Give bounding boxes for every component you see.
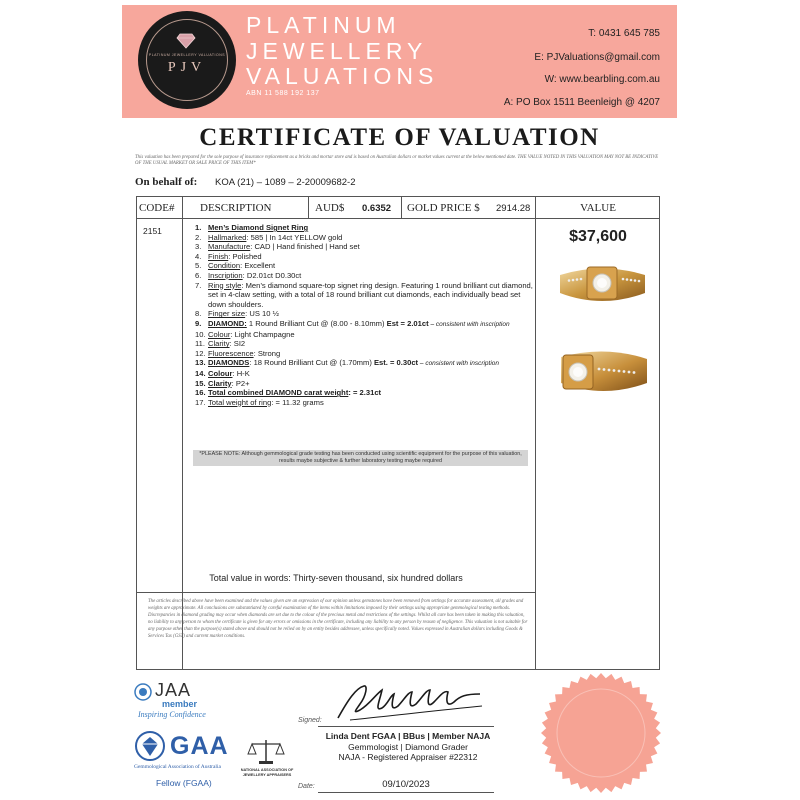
item-text-part: : = 11.32 grams [271, 397, 324, 407]
top-disclaimer: This valuation has been prepared for the sole purpose of insurance replacement as a bricks and mortar store and is based on Australian dollars or market values current at the below mentioned date. THE VALUE NOTED IN THIS VALUATION MAY NOT BE INDICATIVE OF THE USUAL MARKET OR SALE PRICE OF THIS ITEM* [135, 155, 659, 166]
header-description: DESCRIPTION [200, 202, 272, 214]
item-text-part: – consistent with inscription [418, 360, 500, 368]
description-list [195, 223, 535, 407]
description-item [195, 242, 535, 252]
item-text-part: Colour [208, 368, 233, 378]
item-text-part: Finger size [208, 309, 246, 319]
item-text-part: : D2.01ct D0.30ct [242, 270, 302, 280]
item-number: 14. [195, 368, 206, 378]
item-text-part: DIAMONDS [208, 358, 250, 368]
item-text-part: Men’s Diamond Signet Ring [208, 223, 309, 232]
item-text [208, 349, 535, 359]
seal-starburst [541, 673, 661, 793]
item-text-part: : = 2.31ct [348, 388, 382, 398]
brand-line-2: JEWELLERY [246, 38, 428, 64]
item-text-part: Total combined DIAMOND carat weight [208, 388, 349, 398]
header-aud-value: 0.6352 [362, 203, 392, 214]
item-text-part: Hallmarked [208, 232, 247, 242]
item-number: 1. [195, 223, 202, 232]
description-item [195, 271, 535, 281]
item-text-part: : CAD | Hand finished | Hand set [250, 242, 360, 252]
logo-small-text: PLATINUM JEWELLERY VALUATIONS [148, 53, 226, 57]
description-item [195, 398, 535, 408]
item-text-part: DIAMOND: [208, 318, 247, 328]
total-in-words: Total value in words: Thirty-seven thousand, six hundred dollars [209, 573, 463, 583]
logo-initials: PJV [167, 60, 207, 75]
table-col-divider [401, 196, 402, 218]
item-text-part: Condition [208, 261, 241, 271]
signature-image [330, 680, 490, 726]
date-line [318, 792, 494, 793]
naja-name: NATIONAL ASSOCIATION OF JEWELLERY APPRAISERS [240, 768, 294, 777]
item-text-part: : Polished [228, 251, 262, 261]
testing-note: *PLEASE NOTE: Although gemmological grade testing has been conducted using scientific equipment for the purpose of this valuation, results maybe subjective & further laboratory testing maybe required [193, 450, 528, 466]
gaa-fellow: Fellow (FGAA) [156, 778, 212, 788]
item-text [208, 339, 535, 349]
item-text-part: Manufacture [208, 242, 251, 252]
description-item [195, 309, 535, 319]
date-label: Date: [298, 783, 315, 790]
signer-block [318, 731, 498, 763]
item-text [208, 358, 535, 369]
description-item [195, 369, 535, 379]
item-text-part: Total weight of ring [208, 397, 272, 407]
table-header-divider [136, 218, 660, 219]
item-text-part: Est. = 0.30ct [373, 358, 419, 368]
behalf-value: KOA (21) – 1089 – 2-20009682-2 [215, 177, 356, 188]
diamond-icon [176, 33, 196, 49]
description-item [195, 388, 535, 398]
item-text [208, 398, 535, 408]
item-text [208, 252, 535, 262]
header-value: VALUE [580, 202, 616, 214]
description-item [195, 319, 535, 330]
jaa-globe-icon [134, 683, 152, 701]
certificate-date: 09/10/2023 [382, 779, 430, 790]
description-item [195, 358, 535, 369]
item-text [208, 233, 535, 243]
signed-label: Signed: [298, 717, 322, 724]
item-text-part: 1 Round Brilliant Cut @ (8.00 - 8.10mm) [246, 318, 387, 328]
seal-stamp [540, 672, 662, 794]
item-number: 7. [195, 280, 202, 290]
item-number: 15. [195, 378, 206, 388]
naja-scales-icon [246, 738, 286, 766]
item-text [208, 379, 535, 389]
item-text-part: Est = 2.01ct [386, 318, 429, 328]
item-text-part: Fluorescence [208, 348, 254, 358]
item-text [208, 319, 535, 330]
description-item [195, 349, 535, 359]
item-text-part: : 585 | In 14ct YELLOW gold [246, 232, 343, 242]
item-text-part: : Men’s diamond square-top signet ring design. Featuring 1 round brilliant cut diamond, set in 4-claw setting, with a total of 18 round brilliant cut diamonds, each individually bead set down shoulders. [208, 280, 533, 309]
jaa-name: JAA [155, 680, 192, 700]
item-number: 2. [195, 232, 202, 242]
item-text [208, 281, 535, 310]
description-item [195, 379, 535, 389]
item-text-part: : P2+ [231, 378, 250, 388]
item-number: 8. [195, 309, 202, 319]
gaa-full-name: Gemmological Association of Australia [134, 764, 221, 770]
item-text-part: Ring style [208, 280, 242, 290]
description-item [195, 223, 535, 233]
bottom-disclaimer: The articles described above have been examined and the values given are an expression of our opinion unless gemstones have been removed from settings for accurate assessment, all grades and weights are approximate. All conclusions are substantiated by careful examination of the items within limitations imposed by their settings using appropriate gemmological testing methods. Discrepancies in diamond grading may occur when diamonds are set due to the colour of the precious metal and restrictions of the settings. Whilst all care has been taken in making this valuation, no liability to any person to whom the certificate is given for any errors or omissions in the certificate, including any liability to any person by reason of negligence. This valuation is not suitable for any purpose other than the purpose(s) stated above and should not be relied on by an entity besides addressee, unless specifically noted. Values expressed in Australian dollars including Goods & Services Tax (GST) and current market conditions. [148, 599, 528, 639]
contact-email: E: PJValuations@gmail.com [534, 52, 660, 63]
header-gold-value: 2914.28 [496, 203, 531, 214]
item-number: 4. [195, 251, 202, 261]
header-gold-label: GOLD PRICE $ [407, 202, 480, 214]
contact-website: W: www.bearbling.com.au [544, 74, 660, 85]
behalf-label: On behalf of: [135, 176, 198, 188]
item-text-part: : 18 Round Brilliant Cut @ (1.70mm) [249, 358, 374, 368]
abn-number: ABN 11 588 192 137 [246, 90, 320, 97]
item-text [208, 369, 535, 379]
item-number: 6. [195, 270, 202, 280]
brand-line-1: PLATINUM [246, 12, 401, 38]
item-text-part: Clarity [208, 378, 232, 388]
item-number: 3. [195, 242, 202, 252]
jaa-tagline: Inspiring Confidence [138, 710, 206, 719]
table-footer-divider [136, 592, 535, 593]
certificate-title: CERTIFICATE OF VALUATION [199, 124, 600, 151]
item-code: 2151 [143, 226, 162, 236]
gaa-emblem-icon [134, 730, 166, 762]
item-number: 12. [195, 348, 206, 358]
item-text [208, 261, 535, 271]
table-col-divider [535, 196, 536, 670]
item-number: 13. [195, 358, 206, 368]
item-text-part: : US 10 ½ [245, 309, 279, 319]
item-number: 10. [195, 329, 206, 339]
item-text [208, 330, 535, 340]
item-text-part: Colour [208, 329, 231, 339]
item-text [208, 242, 535, 252]
item-text-part: : Light Champagne [230, 329, 295, 339]
description-item [195, 252, 535, 262]
item-number: 5. [195, 261, 202, 271]
item-text-part: Inscription [208, 270, 243, 280]
table-col-divider [308, 196, 309, 218]
item-text-part: : H-K [232, 368, 250, 378]
item-text-part: – consistent with inscription [428, 320, 510, 328]
item-price: $37,600 [569, 228, 627, 245]
item-number: 9. [195, 318, 202, 328]
description-item [195, 261, 535, 271]
item-number: 17. [195, 397, 206, 407]
signer-title: Gemmologist | Diamond Grader [348, 741, 468, 752]
description-item [195, 339, 535, 349]
brand-line-3: VALUATIONS [246, 63, 439, 89]
item-text [208, 271, 535, 281]
item-text-part: Clarity [208, 339, 230, 349]
ring-photo-top [555, 257, 650, 317]
contact-address: A: PO Box 1511 Beenleigh @ 4207 [503, 97, 660, 108]
item-number: 16. [195, 388, 206, 398]
ring-photo-side [555, 343, 650, 403]
description-item [195, 281, 535, 310]
description-item [195, 330, 535, 340]
jaa-member: member [162, 699, 198, 709]
item-text [208, 223, 535, 233]
item-text [208, 309, 535, 319]
signer-registration: NAJA - Registered Appraiser #22312 [338, 752, 478, 762]
gaa-name: GAA [170, 732, 229, 760]
header-code: CODE# [139, 202, 175, 214]
description-item [195, 233, 535, 243]
item-number: 11. [195, 339, 205, 349]
header-aud-label: AUD$ [315, 202, 345, 214]
item-text-part: Finish [208, 251, 229, 261]
item-text [208, 388, 535, 398]
item-text-part: : Excellent [240, 261, 276, 271]
item-text-part: : SI2 [229, 339, 246, 349]
signature-line [318, 726, 494, 727]
item-text-part: : Strong [253, 348, 281, 358]
contact-phone: T: 0431 645 785 [588, 28, 660, 39]
signer-name: Linda Dent FGAA | BBus | Member NAJA [325, 731, 491, 741]
